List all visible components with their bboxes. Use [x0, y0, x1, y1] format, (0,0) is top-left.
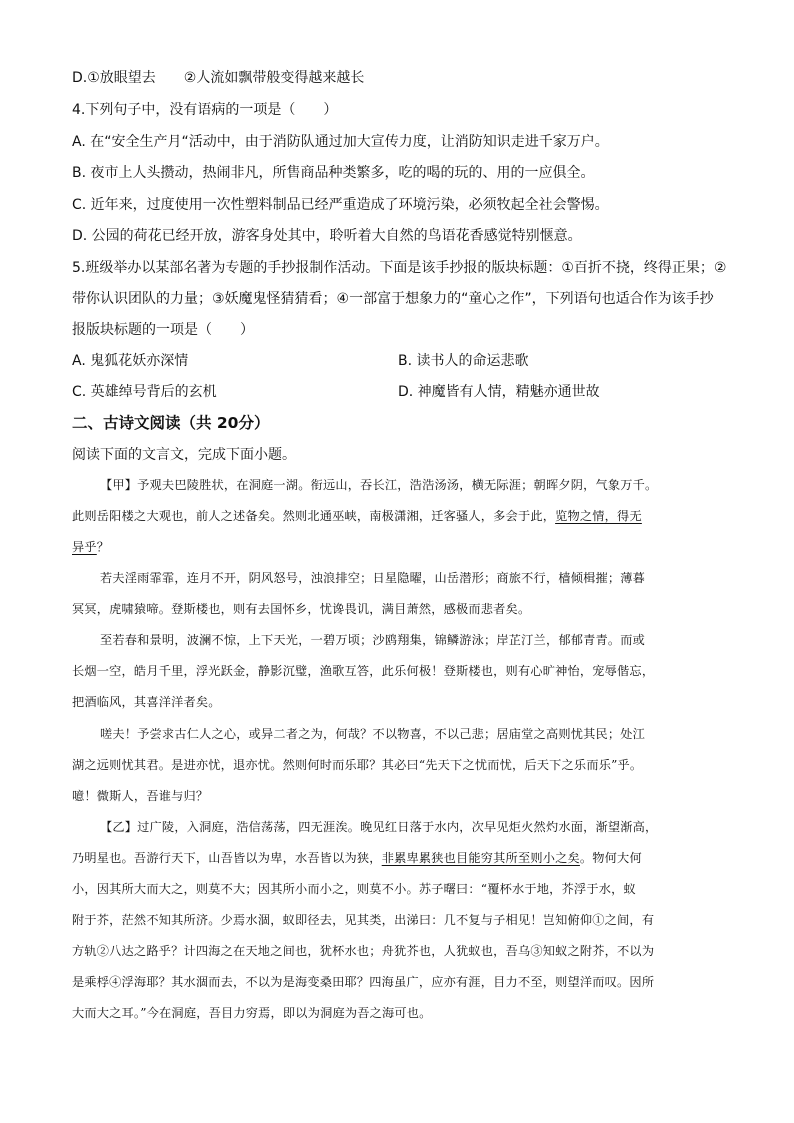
- underlined-sentence: 览物之情，得无: [555, 509, 642, 523]
- reading-instruction: 阅读下面的文言文，完成下面小题。: [72, 447, 296, 463]
- question-4-option-b: B. 夜市上人头攒动，热闹非凡，所售商品种类繁多，吃的喝的玩的、用的一应俱全。: [72, 165, 595, 181]
- question-5-option-a: A. 鬼狐花妖亦深情: [72, 353, 189, 369]
- passage-yi-line-2: [72, 849, 642, 866]
- passage-yi-line-3: 小，因其所大而大之，则莫不大；因其所小而小之，则莫不小。苏子曙曰：“覆杯水于地，芥浮于水，蚁: [72, 882, 636, 896]
- passage-jia-p1-line-1: 【甲】予观夫巴陵胜状，在洞庭一湖。衔远山，吞长江，浩浩汤汤，横无际涯；朝晖夕阴，气象万千。: [100, 478, 658, 492]
- question-5-stem-line-3: 报版块标题的一项是（ ）: [72, 322, 254, 338]
- passage-jia-p4-line-1: 嗟夫！予尝求古仁人之心，或异二者之为，何哉？不以物喜，不以己悲；居庙堂之高则忧其民；处江: [100, 727, 646, 741]
- question-4-option-c: C. 近年来，过度使用一次性塑料制品已经严重造成了环境污染，必须牧起全社会警惕。: [72, 197, 609, 213]
- question-3-option-d: D.①放眼望去 ②人流如飘带般变得越来越长: [72, 70, 365, 86]
- passage-jia-p2-line-2: 冥冥，虎啸猿啼。登斯楼也，则有去国怀乡，忧谗畏讥，满目萧然，感极而悲者矣。: [72, 602, 531, 616]
- passage-yi-line-6: 是乘桴④浮海耶？其水涸而去，不以为是海变桑田耶？四海虽广，应亦有涯，目力不至，则望洋而叹。因所: [72, 975, 655, 989]
- question-4-option-d: D. 公园的荷花已经开放，游客身处其中，聆听着大自然的鸟语花香感觉特别惬意。: [72, 228, 582, 244]
- question-5-option-b: B. 读书人的命运悲歌: [398, 353, 529, 369]
- question-5-option-d: D. 神魔皆有人情，精魅亦通世故: [398, 384, 600, 400]
- question-4-option-a: A. 在“安全生产月“活动中，由于消防队通过加大宣传力度，让消防知识走进千家万户。: [72, 134, 609, 150]
- text-segment: 。物何大何: [579, 851, 642, 865]
- section-heading: 二、古诗文阅读（共 20分）: [72, 414, 270, 432]
- underlined-sentence: 非累卑累狭也目能穷其所至则小之矣: [381, 851, 580, 865]
- passage-jia-p2-line-1: 若夫淫雨霏霏，连月不开，阴风怒号，浊浪排空；日星隐曜，山岳潜形；商旅不行，樯倾楫摧；薄暮: [100, 571, 646, 585]
- passage-jia-p3-line-3: 把酒临风，其喜洋洋者矣。: [72, 695, 221, 709]
- passage-jia-p1-line-3: [72, 538, 109, 555]
- question-5-option-c: C. 英雄绰号背后的玄机: [72, 384, 217, 400]
- passage-jia-p4-line-2: 湖之远则忧其君。是进亦忧，退亦忧。然则何时而乐耶？其必曰“先天下之忧而忧，后天下之乐而乐”乎。: [72, 758, 643, 772]
- question-4-stem: 4.下列句子中，没有语病的一项是（ ）: [72, 102, 338, 118]
- passage-jia-p3-line-2: 长烟一空，皓月千里，浮光跃金，静影沉璧，渔歌互答，此乐何极！登斯楼也，则有心旷神怡，宠辱偕忘，: [72, 664, 655, 678]
- passage-jia-p1-line-2: [72, 507, 642, 524]
- question-5-stem-line-2: 带你认识团队的力量；③妖魔鬼怪猜猜看；④一部富于想象力的“童心之作”，下列语句也适合作为该手抄: [72, 291, 714, 307]
- text-segment: 乃明星也。吾游行天下，山吾皆以为卑，水吾皆以为狭，: [72, 851, 382, 865]
- passage-jia-p4-line-3: 噫！微斯人，吾谁与归？: [72, 789, 209, 803]
- text-segment: 此则岳阳楼之大观也，前人之述备矣。然则北通巫峡，南极潇湘，迁客骚人，多会于此，: [72, 509, 556, 523]
- passage-yi-line-7: 大而大之耳。”今在洞庭，吾目力穷焉，即以为洞庭为吾之海可也。: [72, 1006, 432, 1020]
- passage-jia-p3-line-1: 至若春和景明，波澜不惊，上下天光，一碧万顷；沙鸥翔集，锦鳞游泳；岸芷汀兰，郁郁青青。而或: [100, 633, 646, 647]
- question-5-stem-line-1: 5.班级举办以某部名著为专题的手抄报制作活动。下面是该手抄报的版块标题：①百折不挠，终得正果；②: [72, 260, 727, 276]
- underlined-sentence: 异乎: [72, 540, 97, 554]
- passage-yi-line-5: 方轨②八达之路乎？计四海之在天地之间也，犹杯水也；舟犹芥也，人犹蚁也，吾乌③知蚁之附芥，不以为: [72, 944, 655, 958]
- text-segment: ？: [96, 540, 110, 554]
- passage-yi-line-4: 附于芥，茫然不知其所济。少焉水涸，蚁即径去，见其类，出涕曰：几不复与子相见！岂知俯仰①之间，有: [72, 913, 655, 927]
- passage-yi-line-1: 【乙】过广陵，入洞庭，浩信荡荡，四无涯涘。晚见红日落于水内，次早见炬火然灼水面，渐望渐高，: [100, 820, 658, 834]
